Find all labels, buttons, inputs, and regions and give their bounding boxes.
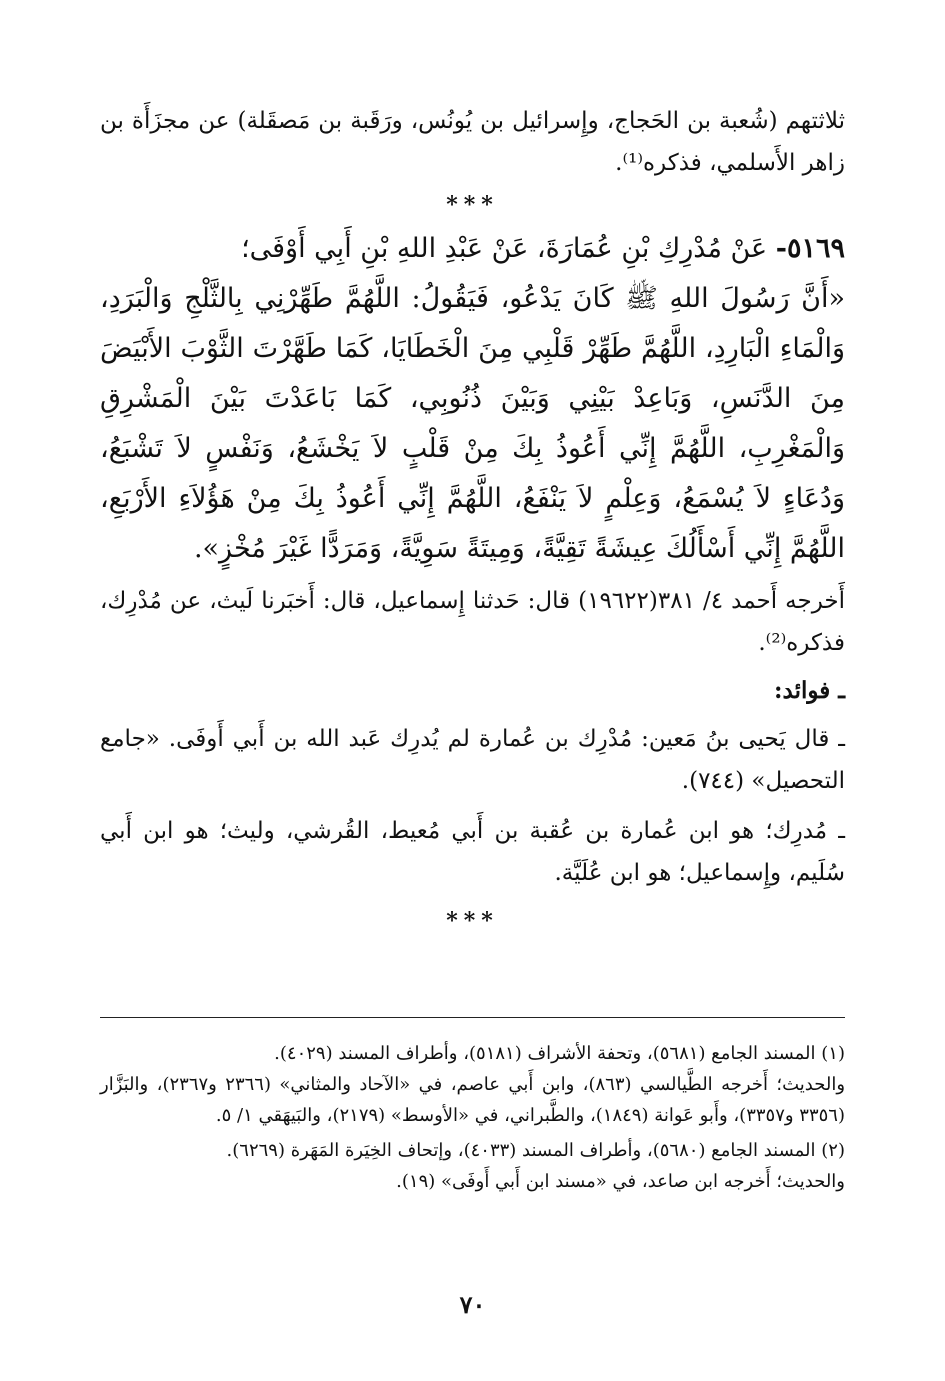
hadith-text: «أَنَّ رَسُولَ اللهِ ﷺ كَانَ يَدْعُو، فَيَقُولُ: اللَّهُمَّ طَهِّرْنِي بِالثَّلْجِ وَالْبَرَدِ، وَالْمَاءِ الْبَارِدِ، اللَّهُمَّ طَهِّرْ قَلْبِي مِنَ الْخَطَايَا، كَمَا طَهَّرْتَ الثَّوْبَ الأَبْيَضَ مِنَ الدَّنَسِ، وَبَاعِدْ بَيْنِي وَبَيْنَ ذُنُوبِي، كَمَا بَاعَدْتَ بَيْنَ الْمَشْرِقِ وَالْمَغْرِبِ، اللَّهُمَّ إِنِّي أَعُوذُ بِكَ مِنْ قَلْبٍ لاَ يَخْشَعُ، وَنَفْسٍ لاَ تَشْبَعُ، وَدُعَاءٍ لاَ يُسْمَعُ، وَعِلْمٍ لاَ يَنْفَعُ، اللَّهُمَّ إِنِّي أَعُوذُ بِكَ مِنْ هَؤُلاَءِ الأَرْبَعِ، اللَّهُمَّ إِنِّي أَسْأَلُكَ عِيشَةً تَقِيَّةً، وَمِيتَةً سَوِيَّةً، وَمَرَدًّا غَيْرَ مُخْزٍ». <box>100 283 845 564</box>
takhrij-paragraph: أَخرجه أَحمد ٤/ ٣٨١(١٩٦٢٢) قال: حَدثنا إِسماعيل، قال: أَخبَرنا لَيث، عن مُدْرِك، فذكره⁽²⁾. <box>100 588 845 656</box>
footnote-2-hadith: والحديث؛ أَخرجه ابن صاعد، في «مسند ابن أَبي أَوفَى» (١٩). <box>396 1171 845 1192</box>
fawaid-item-2: ـ مُدرِك؛ هو ابن عُمارة بن عُقبة بن أَبي مُعيط، القُرشي، وليث؛ هو ابن أَبي سُلَيم، وإِسماعيل؛ هو ابن عُلَيَّة. <box>100 818 845 886</box>
main-text <box>100 100 845 934</box>
fawaid-item-1: ـ قال يَحيى بنُ مَعين: مُدْرِك بن عُمارة لم يُدرِك عَبد الله بن أَبي أَوفَى. «جامع التحصيل» (٧٤٤). <box>100 726 845 794</box>
footnote-divider <box>100 1017 845 1018</box>
separator-stars: *** <box>446 192 499 218</box>
page-number: ٧٠ <box>459 1290 486 1319</box>
intro-paragraph: ثلاثتهم (شُعبة بن الحَجاج، وإِسرائيل بن يُونُس، ورَقَبة بن مَصقَلة) عن مجزَأَة بن زاهر الأَسلمي، فذكره⁽¹⁾. <box>100 108 845 176</box>
hadith-number: ٥١٦٩- <box>775 233 845 264</box>
footnotes <box>100 1038 845 1197</box>
footnote-1-sources: (١) المسند الجامع (٥٦٨١)، وتحفة الأشراف (٥١٨١)، وأطراف المسند (٤٠٢٩). <box>274 1043 845 1064</box>
fawaid-heading: ـ فوائد: <box>774 677 845 704</box>
footnote-1-hadith: والحديث؛ أَخرجه الطَّيالسي (٨٦٣)، وابن أَبي عاصم، في «الآحاد والمثاني» (٢٣٦٦ و٢٣٦٧)، والبَزَّار (٣٣٥٦ و٣٣٥٧)، وأَبو عَوانة (١٨٤٩)، والطَّبراني، في «الأوسط» (٢١٧٩)، والبَيهَقي ١/ ٥. <box>100 1074 846 1126</box>
hadith-chain: عَنْ مُدْرِكِ بْنِ عُمَارَةَ، عَنْ عَبْدِ اللهِ بْنِ أَبِي أَوْفَى؛ <box>241 233 768 264</box>
separator-stars-end: *** <box>446 908 499 934</box>
hadith-header <box>100 224 845 274</box>
footnote-2-sources: (٢) المسند الجامع (٥٦٨٠)، وأطراف المسند (٤٠٣٣)، وإتحاف الخِيَرة المَهَرة (٦٢٦٩). <box>226 1140 845 1161</box>
